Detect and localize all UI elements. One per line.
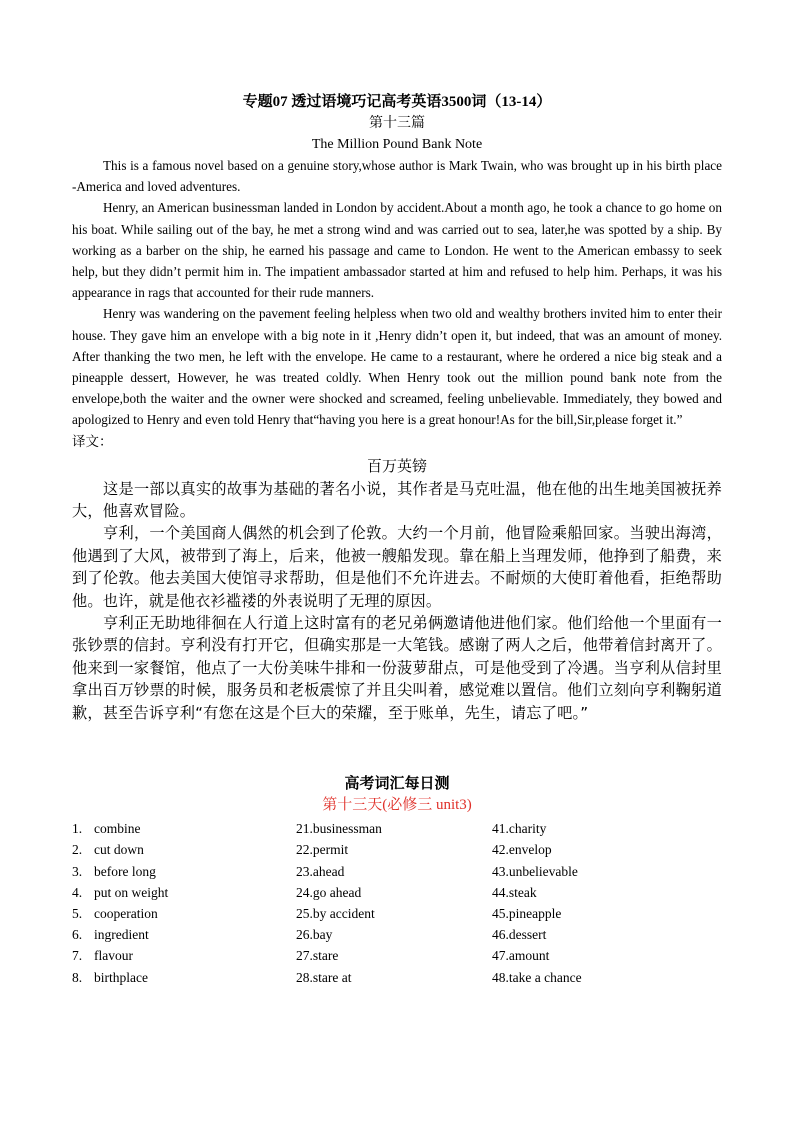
vocab-item: 6. ingredient	[72, 927, 149, 943]
vocab-column-3	[492, 818, 692, 988]
vocab-item: 8. birthplace	[72, 969, 148, 985]
chinese-paragraph: 亨利，一个美国商人偶然的机会到了伦敦。大约一个月前，他冒险乘船回家。当驶出海湾，他遇到了大风，被带到了海上，后来，他被一艘船发现。靠在船上当理发师，他挣到了船费，来到了伦敦。他去美国大使馆寻求帮助，但是他们不允许进去。不耐烦的大使盯着他看，拒绝帮助他。也许，就是他衣衫褴褛的外表说明了无理的原因。	[72, 524, 722, 610]
vocab-item: 24.go ahead	[296, 884, 362, 900]
vocab-item: 21.businessman	[296, 821, 382, 837]
vocab-item: 4. put on weight	[72, 884, 169, 900]
vocab-item: 5. cooperation	[72, 905, 158, 921]
vocab-item: 3. before long	[72, 863, 156, 879]
document-title: 专题07 透过语境巧记高考英语3500词（13-14）	[242, 94, 552, 110]
chinese-paragraph: 这是一部以真实的故事为基础的著名小说，其作者是马克吐温，他在他的出生地美国被抚养大，他喜欢冒险。	[72, 479, 722, 521]
vocab-column-2	[296, 818, 492, 988]
vocab-item: 26.bay	[296, 927, 333, 943]
chinese-paragraph: 亨利正无助地徘徊在人行道上这时富有的老兄弟俩邀请他进他们家。他们给他一个里面有一张钞票的信封。亨利没有打开它，但确实那是一大笔钱。感谢了两人之后，他带着信封离开了。他来到一家餐馆，他点了一大份美味牛排和一份菠萝甜点，可是他受到了冷遇。当亨利从信封里拿出百万钞票的时候，服务员和老板震惊了并且尖叫着，感觉难以置信。他们立刻向亨利鞠躬道歉，甚至告诉亨利“有您在这是个巨大的荣耀，至于账单，先生，请忘了吧。”	[72, 614, 722, 722]
story-title: The Million Pound Bank Note	[311, 137, 483, 152]
vocab-column-1	[72, 818, 296, 988]
vocab-item: 22.permit	[296, 842, 349, 858]
vocab-item: 23.ahead	[296, 863, 345, 879]
english-paragraph: Henry was wandering on the pavement feeling helpless when two old and wealthy brothers invited him to enter their house. They gave him an envelope with a big note in it ,Henry didn’t open it, but indeed, that was an amount of money. After thanking the two men, he left with the envelope. He came to a restaurant, where he ordered a nice big steak and a pineapple dessert, However, he was treated coldly. When Henry took out the million pound bank note from the envelope,both the waiter and the owner were shocked and screamed, feeling unbelievable. Immediately, they bowed and apologized to Henry and even told Henry that“having you here is a great honour!As for the bill,Sir,please forget it.”	[72, 306, 722, 428]
vocab-item: 46.dessert	[492, 927, 547, 943]
vocab-item: 43.unbelievable	[492, 863, 578, 879]
vocab-item: 1. combine	[72, 821, 141, 837]
vocab-item: 2. cut down	[72, 842, 144, 858]
vocab-subtitle: 第十三天(必修三 unit3)	[322, 797, 472, 814]
vocab-item: 44.steak	[492, 884, 537, 900]
chinese-title: 百万英镑	[366, 458, 427, 475]
vocab-item: 25.by accident	[296, 905, 375, 921]
vocab-title: 高考词汇每日测	[344, 776, 450, 793]
vocab-item: 7. flavour	[72, 948, 133, 964]
vocab-item: 27.stare	[296, 948, 339, 964]
vocab-item: 28.stare at	[296, 969, 352, 985]
english-paragraph: Henry, an American businessman landed in London by accident.About a month ago, he took a chance to go home on his boat. While sailing out of the bay, he met a strong wind and was carried out to sea, later,he was spotted by a ship. By working as a barber on the ship, he earned his passage and came to London. He went to the American embassy to seek help, but they didn’t permit him in. The impatient ambassador started at him and refused to help him. Perhaps, it was his appearance in rags that accounted for their rude manners.	[72, 200, 722, 301]
vocab-item: 45.pineapple	[492, 905, 562, 921]
vocab-item: 47.amount	[492, 948, 550, 964]
document-page	[72, 92, 722, 988]
vocab-list	[72, 818, 722, 988]
translation-label: 译文：	[72, 433, 113, 449]
chapter-heading: 第十三篇	[369, 116, 425, 131]
english-paragraph: This is a famous novel based on a genuine story,whose author is Mark Twain, who was brought up in his birth place -America and loved adventures.	[72, 158, 722, 195]
vocab-item: 41.charity	[492, 821, 547, 837]
vocab-item: 42.envelop	[492, 842, 552, 858]
vocab-item: 48.take a chance	[492, 969, 582, 985]
